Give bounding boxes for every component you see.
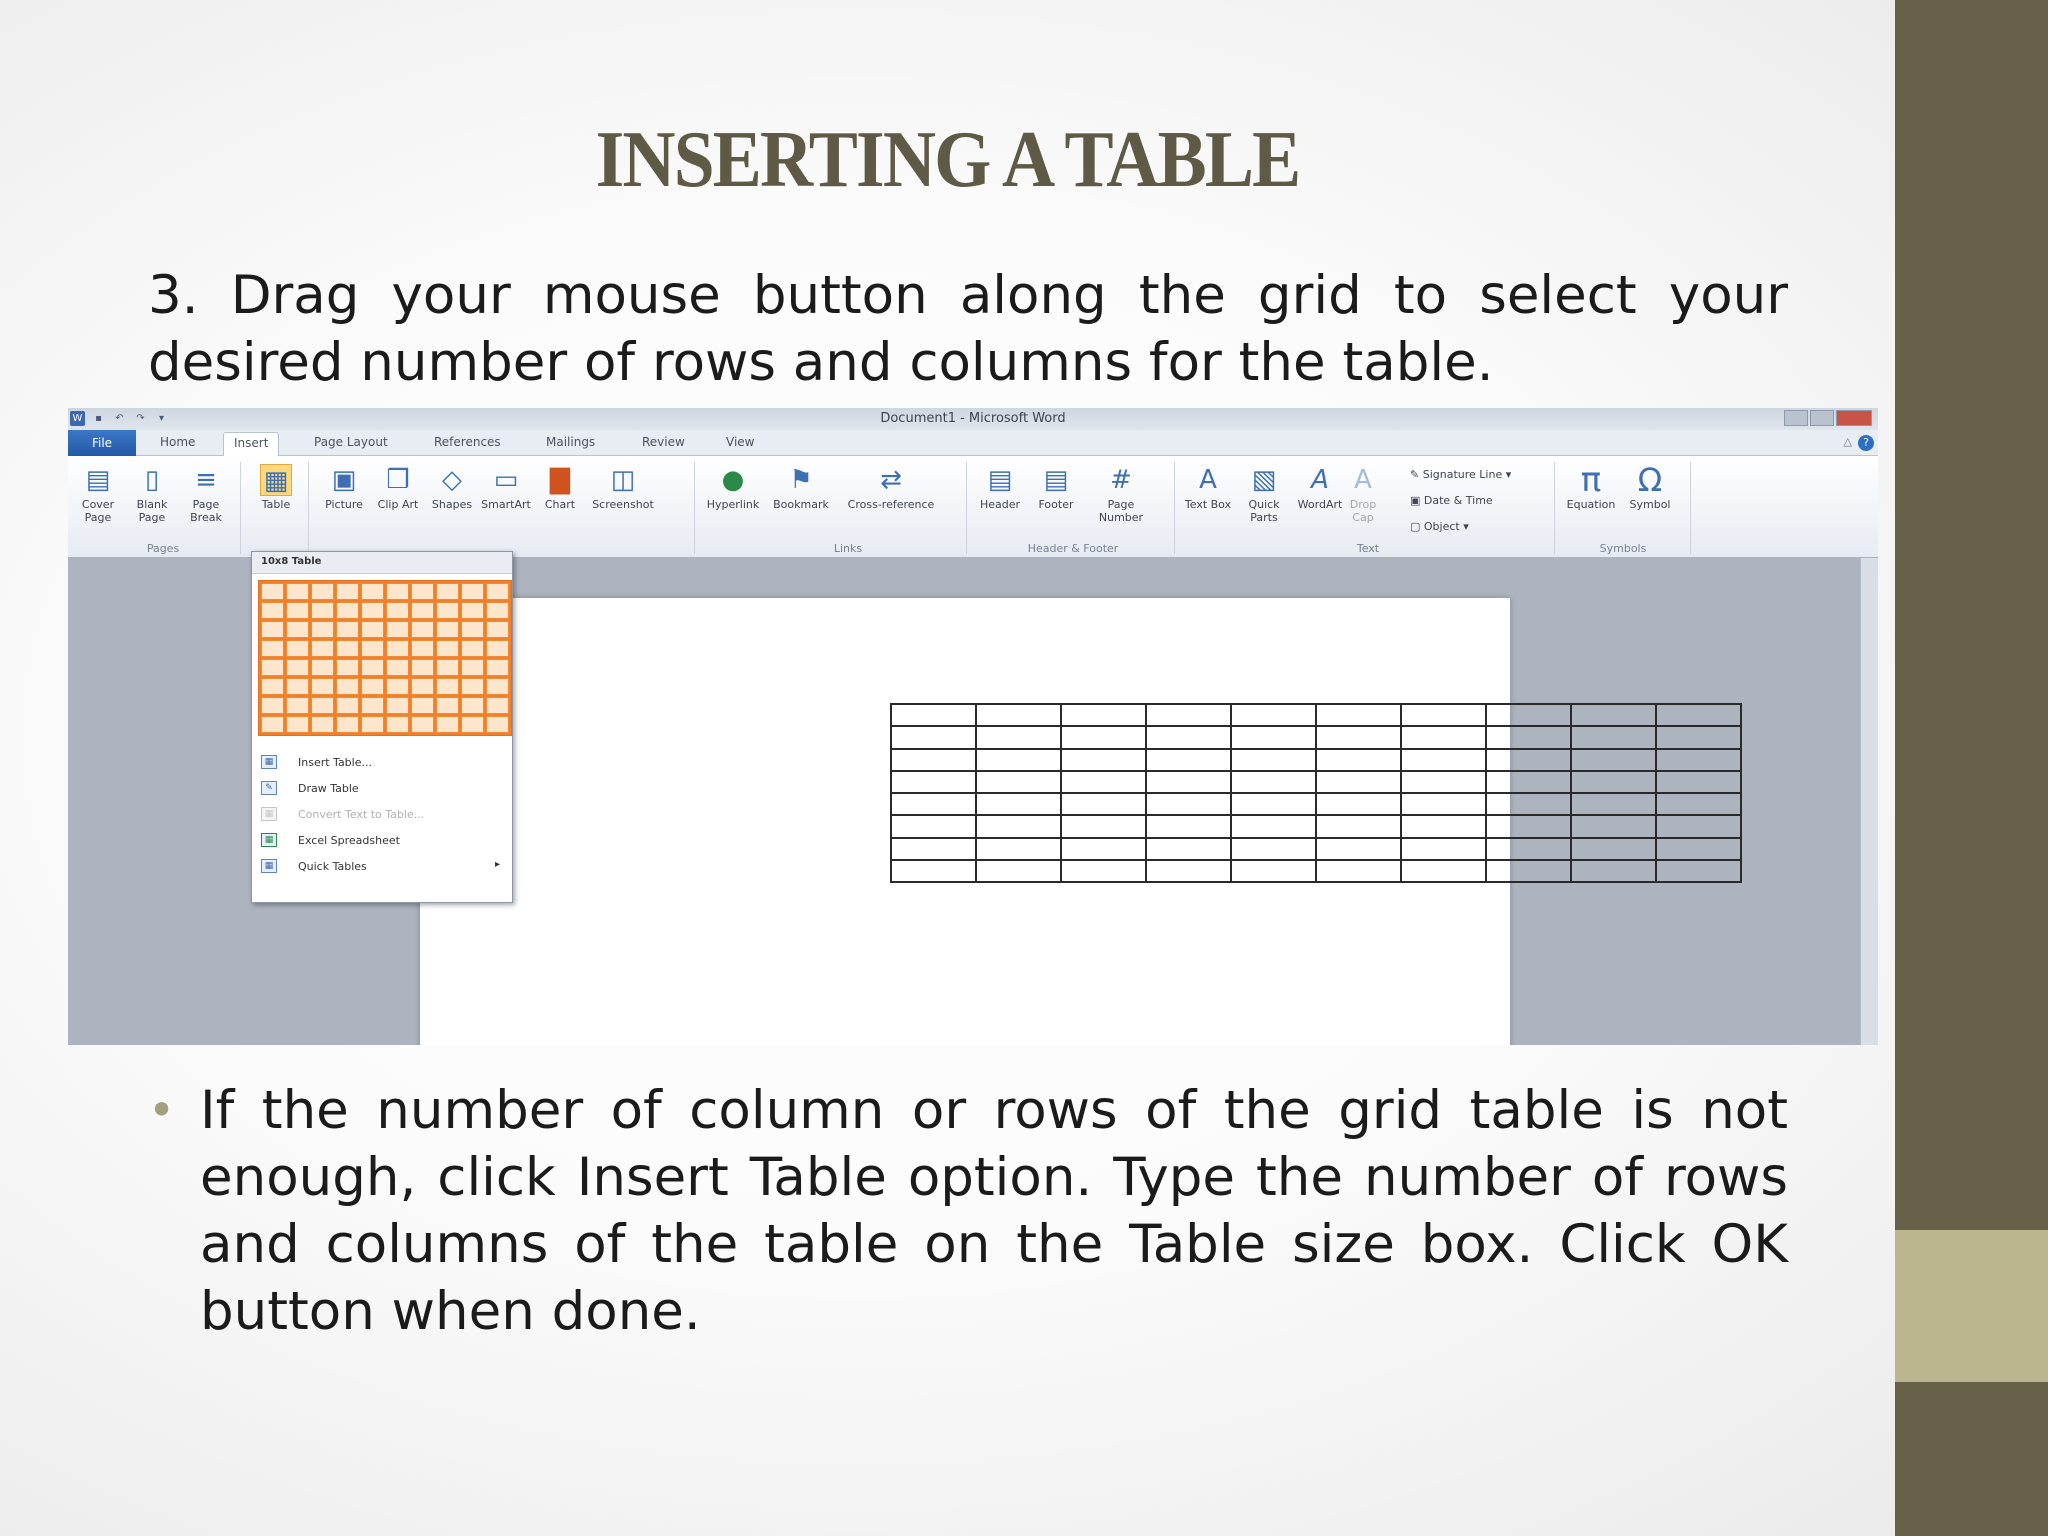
grid-cell[interactable] <box>486 678 509 695</box>
clip-art-button[interactable]: ❒ Clip Art <box>377 465 419 511</box>
table-cell[interactable] <box>1316 860 1401 882</box>
tab-view[interactable]: View <box>726 435 755 449</box>
grid-cell[interactable] <box>436 697 459 714</box>
table-cell[interactable] <box>1486 726 1571 748</box>
grid-cell[interactable] <box>361 716 384 733</box>
menu-convert-text-to-table[interactable]: ▦ Convert Text to Table... <box>258 804 506 826</box>
table-cell[interactable] <box>1231 793 1316 815</box>
grid-cell[interactable] <box>361 602 384 619</box>
grid-cell[interactable] <box>286 583 309 600</box>
undo-icon[interactable]: ↶ <box>115 413 124 424</box>
grid-cell[interactable] <box>311 621 334 638</box>
customize-qat-icon[interactable]: ▾ <box>158 413 165 424</box>
grid-cell[interactable] <box>486 659 509 676</box>
vertical-scrollbar[interactable] <box>1860 558 1878 1045</box>
hyperlink-icon: ● <box>721 465 745 495</box>
tab-home[interactable]: Home <box>160 435 196 449</box>
minimize-ribbon-icon[interactable]: △ <box>1843 435 1852 448</box>
group-separator <box>1174 462 1175 554</box>
table-cell[interactable] <box>976 815 1061 837</box>
grid-cell[interactable] <box>411 621 434 638</box>
object-button[interactable]: ▢ Object ▾ <box>1410 520 1469 533</box>
close-button[interactable] <box>1836 410 1872 426</box>
step-instruction: 3. Drag your mouse button along the grid to select your desired number of rows and columns for the table. <box>148 265 1788 393</box>
table-cell[interactable] <box>1656 704 1741 726</box>
table-cell[interactable] <box>1061 860 1146 882</box>
grid-cell[interactable] <box>361 640 384 657</box>
bookmark-button[interactable]: ⚑ Bookmark <box>773 465 829 511</box>
table-cell[interactable] <box>1316 793 1401 815</box>
grid-cell[interactable] <box>411 640 434 657</box>
table-cell[interactable] <box>1316 704 1401 726</box>
table-cell[interactable] <box>1146 838 1231 860</box>
grid-cell[interactable] <box>286 621 309 638</box>
bookmark-icon: ⚑ <box>789 465 813 495</box>
grid-cell[interactable] <box>336 583 359 600</box>
grid-cell[interactable] <box>336 678 359 695</box>
footer-button[interactable]: ▤ Footer <box>1038 465 1074 511</box>
group-separator <box>1554 462 1555 554</box>
blank-page-icon: ▯ <box>144 465 160 495</box>
quick-tables-icon: ▦ <box>261 859 277 873</box>
table-row <box>891 815 1741 837</box>
table-cell[interactable] <box>1401 726 1486 748</box>
table-cell[interactable] <box>891 793 976 815</box>
table-grid-picker[interactable] <box>258 580 512 736</box>
grid-cell[interactable] <box>486 697 509 714</box>
table-cell[interactable] <box>1401 815 1486 837</box>
cross-reference-icon: ⇄ <box>880 465 902 495</box>
table-cell[interactable] <box>976 793 1061 815</box>
grid-cell[interactable] <box>411 697 434 714</box>
table-cell[interactable] <box>1486 749 1571 771</box>
smartart-button[interactable]: ▭ SmartArt <box>481 465 531 511</box>
table-row <box>891 838 1741 860</box>
table-cell[interactable] <box>1656 860 1741 882</box>
grid-cell[interactable] <box>311 583 334 600</box>
smartart-icon: ▭ <box>493 465 519 495</box>
screenshot-icon: ◫ <box>610 465 636 495</box>
grid-cell[interactable] <box>436 678 459 695</box>
table-cell[interactable] <box>976 860 1061 882</box>
grid-cell[interactable] <box>336 602 359 619</box>
table-cell[interactable] <box>1486 815 1571 837</box>
text-box-icon: A <box>1199 465 1217 495</box>
table-cell[interactable] <box>1571 860 1656 882</box>
quick-parts-button[interactable]: ▧ Quick Parts <box>1248 465 1280 524</box>
grid-cell[interactable] <box>461 697 484 714</box>
date-time-button[interactable]: ▣ Date & Time <box>1410 494 1493 507</box>
grid-cell[interactable] <box>411 659 434 676</box>
grid-cell[interactable] <box>411 602 434 619</box>
table-cell[interactable] <box>976 726 1061 748</box>
table-cell[interactable] <box>891 726 976 748</box>
table-cell[interactable] <box>1571 793 1656 815</box>
hyperlink-button[interactable]: ● Hyperlink <box>706 465 760 511</box>
shapes-icon: ◇ <box>442 465 462 495</box>
table-cell[interactable] <box>976 704 1061 726</box>
grid-cell[interactable] <box>386 640 409 657</box>
grid-cell[interactable] <box>411 716 434 733</box>
header-button[interactable]: ▤ Header <box>979 465 1021 511</box>
table-cell[interactable] <box>1571 726 1656 748</box>
screenshot-button[interactable]: ◫ Screenshot <box>592 465 654 511</box>
table-cell[interactable] <box>1486 838 1571 860</box>
table-cell[interactable] <box>1061 771 1146 793</box>
page-number-button[interactable]: # Page Number <box>1098 465 1144 524</box>
picture-icon: ▣ <box>331 465 357 495</box>
table-cell[interactable] <box>1401 771 1486 793</box>
grid-cell[interactable] <box>336 659 359 676</box>
grid-cell[interactable] <box>311 678 334 695</box>
menu-quick-tables[interactable]: ▦ Quick Tables ▸ <box>258 856 506 878</box>
maximize-button[interactable] <box>1810 410 1834 426</box>
drop-cap-button[interactable]: A Drop Cap <box>1340 464 1386 524</box>
grid-cell[interactable] <box>286 716 309 733</box>
convert-table-icon: ▦ <box>261 807 277 821</box>
group-label-text: Text <box>1356 542 1380 555</box>
table-cell[interactable] <box>1231 838 1316 860</box>
tab-page-layout[interactable]: Page Layout <box>314 435 388 449</box>
chart-button[interactable]: ▇ Chart <box>544 465 576 511</box>
table-cell[interactable] <box>1231 726 1316 748</box>
grid-cell[interactable] <box>336 697 359 714</box>
table-cell[interactable] <box>1231 815 1316 837</box>
grid-cell[interactable] <box>286 602 309 619</box>
window-titlebar <box>68 408 1878 430</box>
menu-insert-table[interactable]: ▦ Insert Table... <box>258 752 506 774</box>
ribbon-tabs <box>68 430 1878 456</box>
grid-cell[interactable] <box>336 716 359 733</box>
signature-line-button[interactable]: ✎ Signature Line ▾ <box>1410 468 1512 481</box>
table-cell[interactable] <box>1656 771 1741 793</box>
grid-cell[interactable] <box>286 659 309 676</box>
grid-cell[interactable] <box>261 602 284 619</box>
grid-cell[interactable] <box>311 659 334 676</box>
table-cell[interactable] <box>1656 793 1741 815</box>
symbol-button[interactable]: Ω Symbol <box>1629 461 1671 511</box>
page-number-icon: # <box>1110 465 1132 495</box>
help-icon[interactable]: ? <box>1858 435 1874 451</box>
cover-page-button[interactable]: ▤ Cover Page <box>81 465 115 524</box>
table-icon: ▦ <box>260 464 292 496</box>
table-cell[interactable] <box>891 860 976 882</box>
header-icon: ▤ <box>987 465 1013 495</box>
window-controls <box>1784 410 1872 426</box>
group-label-pages: Pages <box>146 542 180 555</box>
table-cell[interactable] <box>976 838 1061 860</box>
grid-cell[interactable] <box>286 697 309 714</box>
table-cell[interactable] <box>891 771 976 793</box>
slide-title: INSERTING A TABLE <box>595 116 1300 204</box>
table-dropdown <box>251 551 513 903</box>
note-text: If the number of column or rows of the grid table is not enough, click Insert Table option. Type the number of rows and columns of the table on the Table size box. Click OK button when done. <box>200 1080 1788 1342</box>
table-cell[interactable] <box>1401 749 1486 771</box>
blank-page-button[interactable]: ▯ Blank Page <box>136 465 168 524</box>
shapes-button[interactable]: ◇ Shapes <box>431 465 473 511</box>
table-cell[interactable] <box>891 838 976 860</box>
cross-reference-button[interactable]: ⇄ Cross-reference <box>847 465 935 511</box>
grid-cell[interactable] <box>361 697 384 714</box>
table-row <box>891 726 1741 748</box>
grid-cell[interactable] <box>336 621 359 638</box>
grid-cell[interactable] <box>436 640 459 657</box>
wordart-button[interactable]: A WordArt <box>1297 465 1343 511</box>
table-cell[interactable] <box>1401 793 1486 815</box>
grid-cell[interactable] <box>361 659 384 676</box>
grid-cell[interactable] <box>261 640 284 657</box>
table-size-label: 10x8 Table <box>252 552 512 574</box>
submenu-arrow-icon: ▸ <box>494 859 500 870</box>
group-label-header-footer: Header & Footer <box>1027 542 1119 555</box>
grid-cell[interactable] <box>386 602 409 619</box>
window-title: Document1 - Microsoft Word <box>880 411 1066 426</box>
grid-cell[interactable] <box>486 583 509 600</box>
excel-icon: ▦ <box>261 833 277 847</box>
wordart-icon: A <box>1311 465 1329 495</box>
grid-cell[interactable] <box>386 583 409 600</box>
group-label-symbols: Symbols <box>1599 542 1647 555</box>
grid-cell[interactable] <box>311 716 334 733</box>
table-cell[interactable] <box>891 704 976 726</box>
table-cell[interactable] <box>1231 704 1316 726</box>
table-cell[interactable] <box>1571 838 1656 860</box>
grid-cell[interactable] <box>461 659 484 676</box>
word-screenshot <box>68 408 1878 1045</box>
table-cell[interactable] <box>1316 838 1401 860</box>
grid-cell[interactable] <box>461 716 484 733</box>
grid-cell[interactable] <box>461 678 484 695</box>
table-cell[interactable] <box>1146 860 1231 882</box>
drop-cap-icon: A <box>1354 465 1372 495</box>
grid-cell[interactable] <box>436 659 459 676</box>
grid-cell[interactable] <box>361 678 384 695</box>
quick-parts-icon: ▧ <box>1251 465 1277 495</box>
table-cell[interactable] <box>1486 793 1571 815</box>
table-cell[interactable] <box>1486 771 1571 793</box>
table-cell[interactable] <box>1316 726 1401 748</box>
table-cell[interactable] <box>1571 704 1656 726</box>
table-cell[interactable] <box>891 815 976 837</box>
tab-insert[interactable]: Insert <box>223 432 279 457</box>
table-row <box>891 793 1741 815</box>
document-table-preview[interactable] <box>890 703 1742 883</box>
text-box-button[interactable]: A Text Box <box>1184 465 1232 511</box>
grid-cell[interactable] <box>486 640 509 657</box>
grid-cell[interactable] <box>436 716 459 733</box>
omega-icon: Ω <box>1637 461 1663 499</box>
grid-cell[interactable] <box>486 621 509 638</box>
table-cell[interactable] <box>1656 726 1741 748</box>
table-row <box>891 704 1741 726</box>
table-cell[interactable] <box>891 749 976 771</box>
grid-cell[interactable] <box>486 716 509 733</box>
document-page[interactable] <box>420 598 1510 1045</box>
grid-cell[interactable] <box>386 678 409 695</box>
grid-cell[interactable] <box>436 602 459 619</box>
table-cell[interactable] <box>1316 815 1401 837</box>
group-separator <box>966 462 967 554</box>
grid-cell[interactable] <box>386 621 409 638</box>
note-bullet <box>148 1077 1788 1345</box>
table-cell[interactable] <box>1401 860 1486 882</box>
pi-icon: π <box>1580 460 1602 500</box>
group-label-links: Links <box>833 542 863 555</box>
word-logo-icon: W <box>70 411 85 426</box>
page-break-icon: ≡ <box>195 465 217 495</box>
tab-references[interactable]: References <box>434 435 501 449</box>
table-button[interactable]: ▦ Table <box>261 466 291 511</box>
group-separator <box>1690 462 1691 554</box>
tab-mailings[interactable]: Mailings <box>546 435 596 449</box>
table-row <box>891 860 1741 882</box>
table-cell[interactable] <box>1231 860 1316 882</box>
chart-icon: ▇ <box>550 465 570 495</box>
bullet-icon: • <box>148 1083 176 1137</box>
grid-cell[interactable] <box>461 583 484 600</box>
table-cell[interactable] <box>1061 793 1146 815</box>
insert-ribbon <box>68 456 1878 558</box>
grid-cell[interactable] <box>311 640 334 657</box>
table-cell[interactable] <box>1656 838 1741 860</box>
grid-cell[interactable] <box>311 697 334 714</box>
grid-cell[interactable] <box>261 659 284 676</box>
table-cell[interactable] <box>1061 704 1146 726</box>
group-separator <box>240 462 241 554</box>
table-cell[interactable] <box>1231 749 1316 771</box>
grid-cell[interactable] <box>261 583 284 600</box>
table-row <box>891 771 1741 793</box>
grid-cell[interactable] <box>261 716 284 733</box>
grid-cell[interactable] <box>386 716 409 733</box>
grid-cell[interactable] <box>486 602 509 619</box>
table-cell[interactable] <box>976 771 1061 793</box>
table-cell[interactable] <box>1571 771 1656 793</box>
grid-cell[interactable] <box>386 659 409 676</box>
table-cell[interactable] <box>1401 838 1486 860</box>
group-separator <box>308 462 309 554</box>
table-cell[interactable] <box>1401 704 1486 726</box>
grid-cell[interactable] <box>361 583 384 600</box>
table-cell[interactable] <box>1656 749 1741 771</box>
clip-art-icon: ❒ <box>386 465 410 495</box>
grid-cell[interactable] <box>261 678 284 695</box>
group-separator <box>694 462 695 554</box>
insert-table-icon: ▦ <box>261 755 277 769</box>
table-cell[interactable] <box>1146 726 1231 748</box>
grid-cell[interactable] <box>436 621 459 638</box>
table-cell[interactable] <box>1061 749 1146 771</box>
grid-cell[interactable] <box>386 697 409 714</box>
grid-cell[interactable] <box>411 583 434 600</box>
grid-cell[interactable] <box>461 640 484 657</box>
table-cell[interactable] <box>1656 815 1741 837</box>
pencil-icon: ✎ <box>261 781 277 795</box>
menu-excel-spreadsheet[interactable]: ▦ Excel Spreadsheet <box>258 830 506 852</box>
cover-page-icon: ▤ <box>85 465 111 495</box>
grid-cell[interactable] <box>361 621 384 638</box>
table-cell[interactable] <box>1146 771 1231 793</box>
table-row <box>891 749 1741 771</box>
table-cell[interactable] <box>1061 815 1146 837</box>
picture-button[interactable]: ▣ Picture <box>325 465 363 511</box>
table-cell[interactable] <box>1316 749 1401 771</box>
slide-sidebar-accent <box>1895 1230 2048 1382</box>
minimize-button[interactable] <box>1784 410 1808 426</box>
grid-cell[interactable] <box>461 602 484 619</box>
table-cell[interactable] <box>1061 838 1146 860</box>
equation-button[interactable]: π Equation <box>1566 460 1616 511</box>
tab-review[interactable]: Review <box>642 435 685 449</box>
grid-cell[interactable] <box>261 697 284 714</box>
grid-cell[interactable] <box>286 678 309 695</box>
page-break-button[interactable]: ≡ Page Break <box>190 465 222 524</box>
table-cell[interactable] <box>1061 726 1146 748</box>
table-cell[interactable] <box>1571 815 1656 837</box>
table-cell[interactable] <box>1146 815 1231 837</box>
grid-cell[interactable] <box>436 583 459 600</box>
grid-cell[interactable] <box>336 640 359 657</box>
footer-icon: ▤ <box>1043 465 1069 495</box>
redo-icon[interactable]: ↷ <box>136 413 145 424</box>
grid-cell[interactable] <box>461 621 484 638</box>
table-cell[interactable] <box>1146 749 1231 771</box>
menu-draw-table[interactable]: ✎ Draw Table <box>258 778 506 800</box>
save-icon[interactable]: ▪ <box>95 413 102 424</box>
table-cell[interactable] <box>1146 793 1231 815</box>
table-cell[interactable] <box>1486 704 1571 726</box>
table-cell[interactable] <box>1146 704 1231 726</box>
grid-cell[interactable] <box>286 640 309 657</box>
table-cell[interactable] <box>1486 860 1571 882</box>
table-cell[interactable] <box>1231 771 1316 793</box>
table-cell[interactable] <box>1316 771 1401 793</box>
tab-file[interactable]: File <box>68 430 136 456</box>
table-cell[interactable] <box>976 749 1061 771</box>
grid-cell[interactable] <box>411 678 434 695</box>
grid-cell[interactable] <box>311 602 334 619</box>
grid-cell[interactable] <box>261 621 284 638</box>
table-cell[interactable] <box>1571 749 1656 771</box>
